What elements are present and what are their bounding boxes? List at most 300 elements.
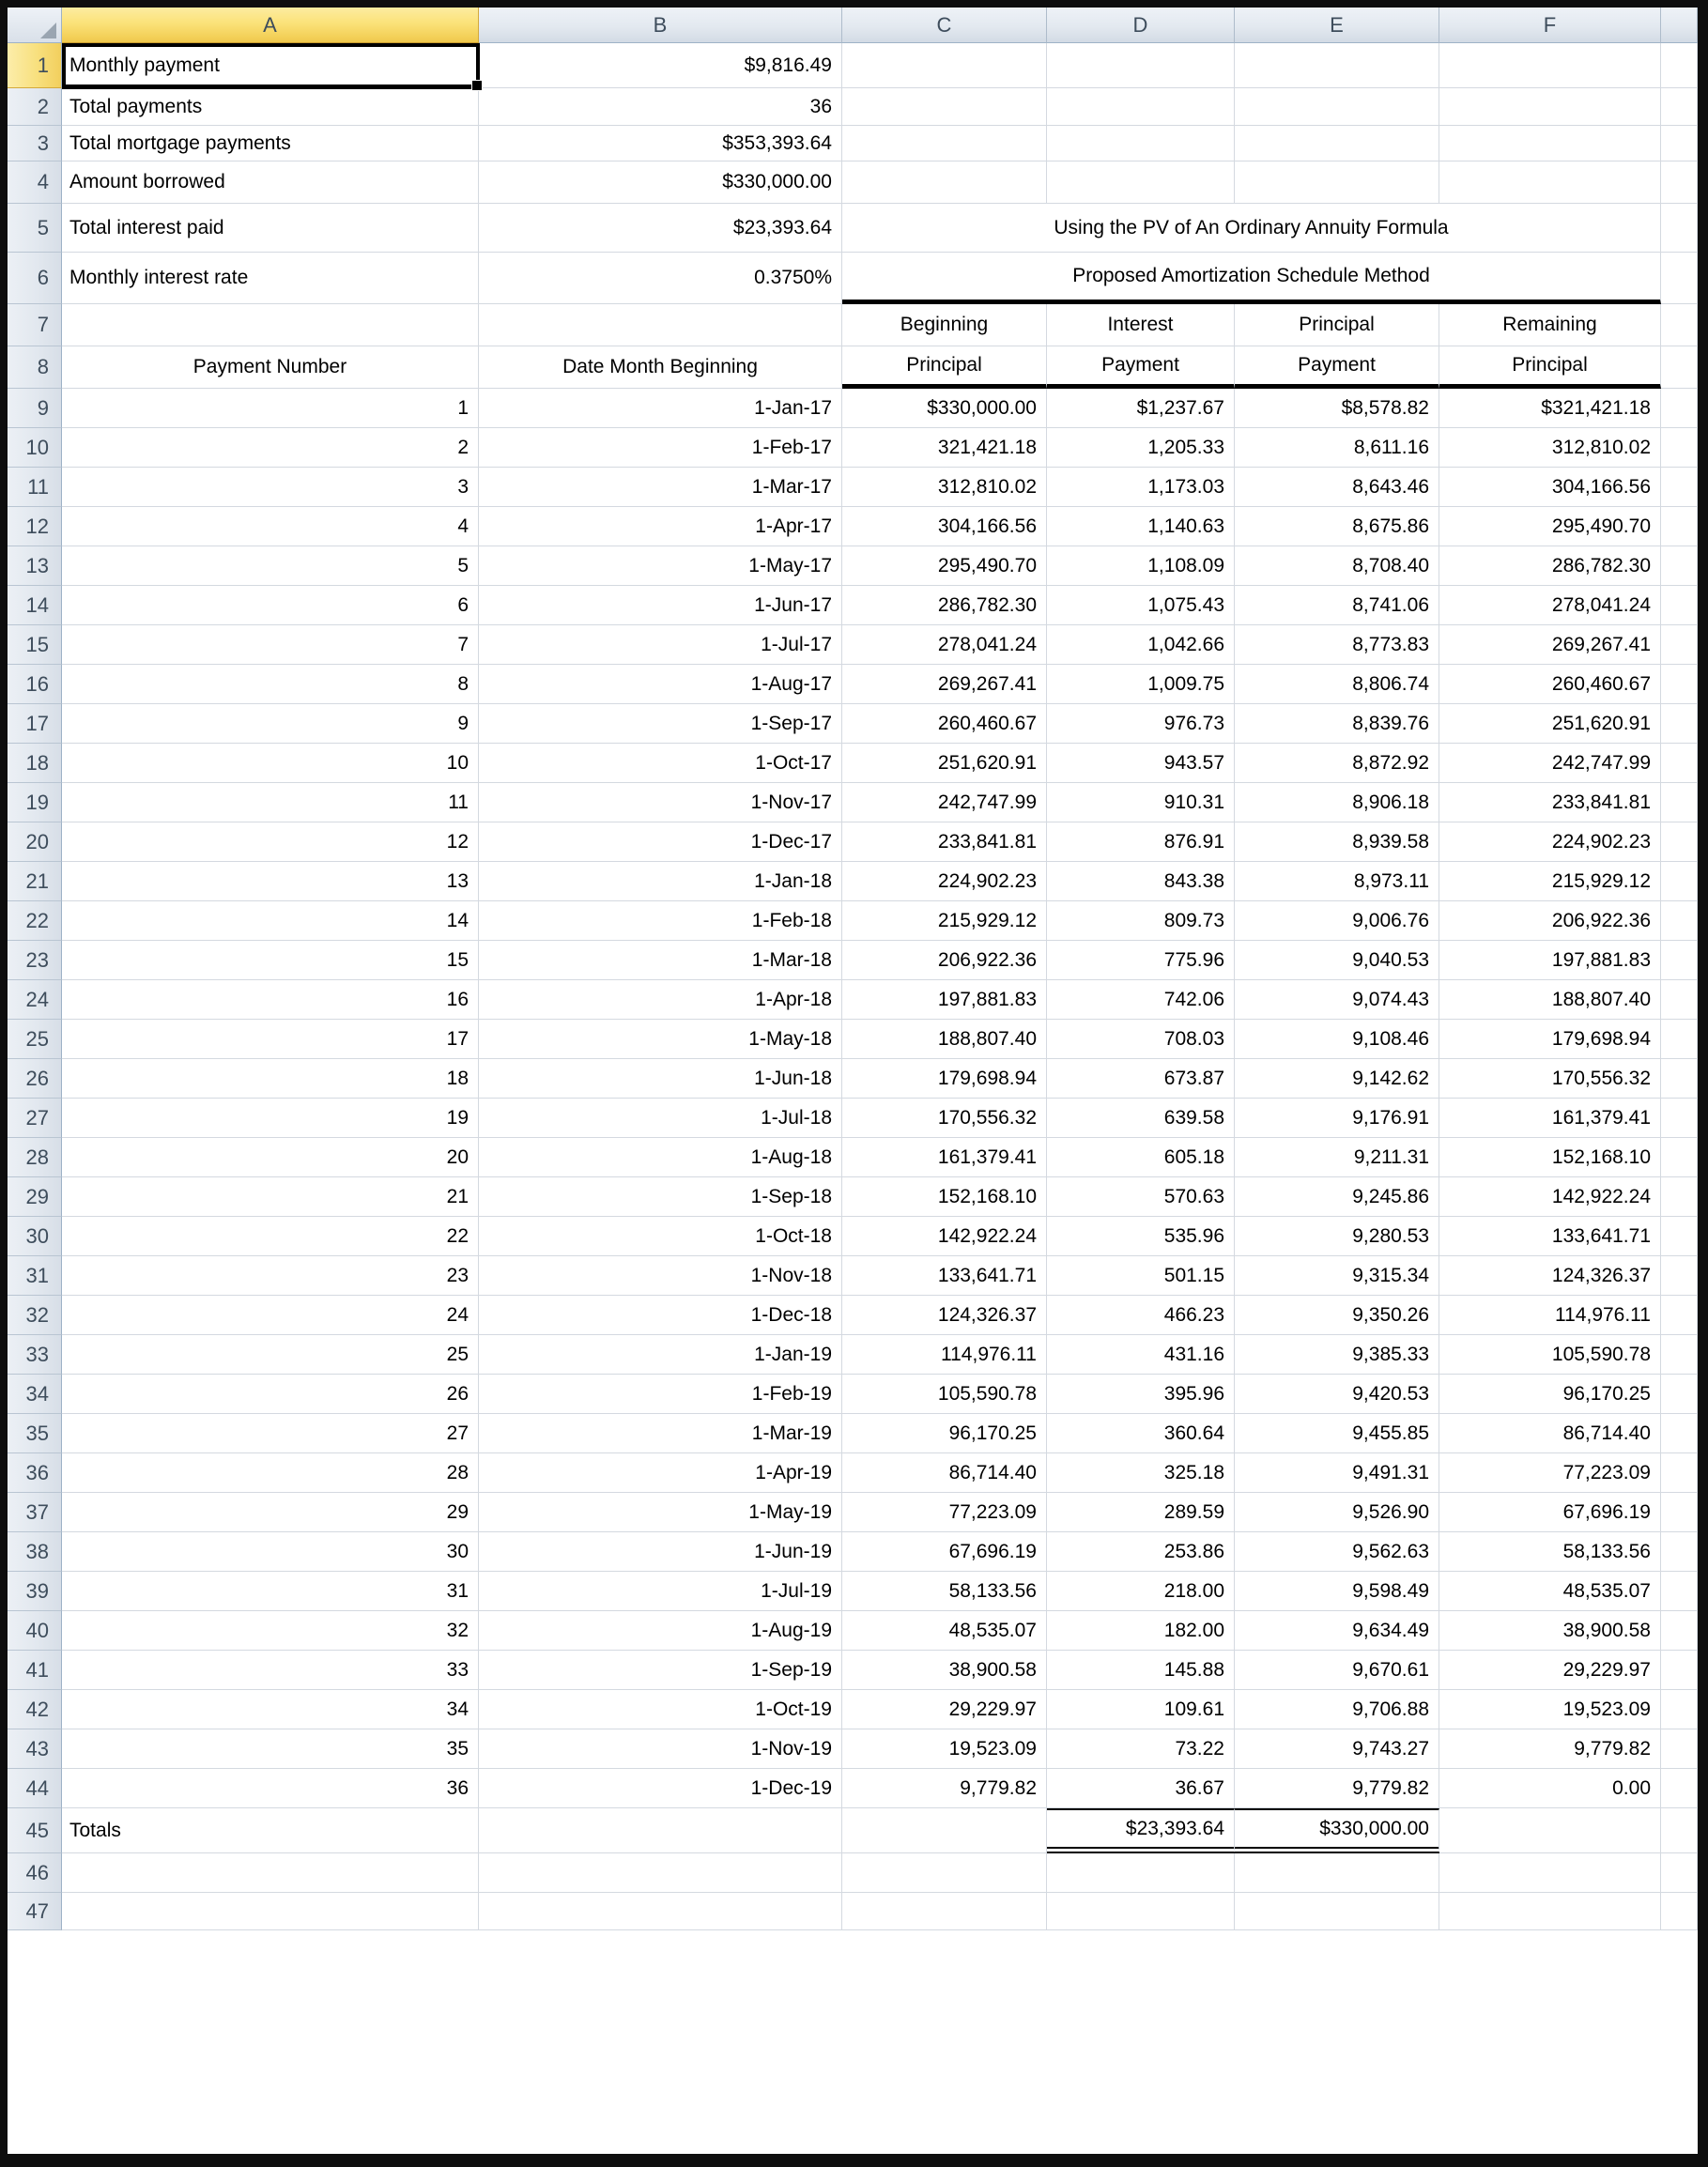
cell-D44-interest-payment[interactable]: 36.67: [1047, 1769, 1235, 1808]
cell-D37-interest-payment[interactable]: 289.59: [1047, 1493, 1235, 1532]
cell-G22[interactable]: [1661, 901, 1698, 941]
cell-G3[interactable]: [1661, 126, 1698, 161]
row-header-9[interactable]: 9: [8, 389, 62, 428]
cell-D36-interest-payment[interactable]: 325.18: [1047, 1453, 1235, 1493]
cell-B6-summary-value[interactable]: 0.3750%: [479, 253, 842, 304]
cell-G10[interactable]: [1661, 428, 1698, 468]
cell-A32-payment-number[interactable]: 24: [62, 1296, 479, 1335]
cell-A39-payment-number[interactable]: 31: [62, 1572, 479, 1611]
cell-F23-remaining-principal[interactable]: 197,881.83: [1439, 941, 1661, 980]
cell-F15-remaining-principal[interactable]: 269,267.41: [1439, 625, 1661, 665]
cell-G46[interactable]: [1661, 1853, 1698, 1893]
cell-E1[interactable]: [1235, 43, 1439, 88]
cell-F47[interactable]: [1439, 1893, 1661, 1930]
cell-B37-date[interactable]: 1-May-19: [479, 1493, 842, 1532]
cell-G19[interactable]: [1661, 783, 1698, 822]
cell-A36-payment-number[interactable]: 28: [62, 1453, 479, 1493]
cell-D1[interactable]: [1047, 43, 1235, 88]
cell-E25-principal-payment[interactable]: 9,108.46: [1235, 1020, 1439, 1059]
cell-D2[interactable]: [1047, 88, 1235, 126]
row-header-16[interactable]: 16: [8, 665, 62, 704]
cell-C1[interactable]: [842, 43, 1047, 88]
cell-G45[interactable]: [1661, 1808, 1698, 1853]
cell-E12-principal-payment[interactable]: 8,675.86: [1235, 507, 1439, 546]
cell-B27-date[interactable]: 1-Jul-18: [479, 1099, 842, 1138]
cell-C42-beginning-principal[interactable]: 29,229.97: [842, 1690, 1047, 1729]
cell-D42-interest-payment[interactable]: 109.61: [1047, 1690, 1235, 1729]
cell-C15-beginning-principal[interactable]: 278,041.24: [842, 625, 1047, 665]
cell-C33-beginning-principal[interactable]: 114,976.11: [842, 1335, 1047, 1375]
cell-F17-remaining-principal[interactable]: 251,620.91: [1439, 704, 1661, 744]
cell-C10-beginning-principal[interactable]: 321,421.18: [842, 428, 1047, 468]
cell-E45-total-principal[interactable]: $330,000.00: [1235, 1808, 1439, 1853]
cell-C32-beginning-principal[interactable]: 124,326.37: [842, 1296, 1047, 1335]
row-header-34[interactable]: 34: [8, 1375, 62, 1414]
banner-annuity-formula[interactable]: Using the PV of An Ordinary Annuity Formula: [842, 204, 1661, 253]
cell-C11-beginning-principal[interactable]: 312,810.02: [842, 468, 1047, 507]
cell-F40-remaining-principal[interactable]: 38,900.58: [1439, 1611, 1661, 1651]
cell-D46[interactable]: [1047, 1853, 1235, 1893]
cell-B28-date[interactable]: 1-Aug-18: [479, 1138, 842, 1177]
cell-F9-remaining-principal[interactable]: $321,421.18: [1439, 389, 1661, 428]
cell-A44-payment-number[interactable]: 36: [62, 1769, 479, 1808]
cell-E46[interactable]: [1235, 1853, 1439, 1893]
row-header-15[interactable]: 15: [8, 625, 62, 665]
cell-D13-interest-payment[interactable]: 1,108.09: [1047, 546, 1235, 586]
cell-B31-date[interactable]: 1-Nov-18: [479, 1256, 842, 1296]
row-header-45[interactable]: 45: [8, 1808, 62, 1853]
cell-G14[interactable]: [1661, 586, 1698, 625]
cell-A12-payment-number[interactable]: 4: [62, 507, 479, 546]
row-header-41[interactable]: 41: [8, 1651, 62, 1690]
cell-B40-date[interactable]: 1-Aug-19: [479, 1611, 842, 1651]
cell-E14-principal-payment[interactable]: 8,741.06: [1235, 586, 1439, 625]
cell-A35-payment-number[interactable]: 27: [62, 1414, 479, 1453]
cell-E19-principal-payment[interactable]: 8,906.18: [1235, 783, 1439, 822]
cell-D35-interest-payment[interactable]: 360.64: [1047, 1414, 1235, 1453]
cell-C36-beginning-principal[interactable]: 86,714.40: [842, 1453, 1047, 1493]
cell-G31[interactable]: [1661, 1256, 1698, 1296]
cell-B10-date[interactable]: 1-Feb-17: [479, 428, 842, 468]
cell-D26-interest-payment[interactable]: 673.87: [1047, 1059, 1235, 1099]
cell-A16-payment-number[interactable]: 8: [62, 665, 479, 704]
cell-B18-date[interactable]: 1-Oct-17: [479, 744, 842, 783]
row-header-27[interactable]: 27: [8, 1099, 62, 1138]
cell-F46[interactable]: [1439, 1853, 1661, 1893]
cell-B16-date[interactable]: 1-Aug-17: [479, 665, 842, 704]
row-header-10[interactable]: 10: [8, 428, 62, 468]
row-header-39[interactable]: 39: [8, 1572, 62, 1611]
cell-C3[interactable]: [842, 126, 1047, 161]
cell-D40-interest-payment[interactable]: 182.00: [1047, 1611, 1235, 1651]
cell-B24-date[interactable]: 1-Apr-18: [479, 980, 842, 1020]
fill-handle[interactable]: [471, 80, 483, 91]
cell-C28-beginning-principal[interactable]: 161,379.41: [842, 1138, 1047, 1177]
cell-B25-date[interactable]: 1-May-18: [479, 1020, 842, 1059]
column-header-partial[interactable]: [1661, 8, 1698, 43]
cell-D47[interactable]: [1047, 1893, 1235, 1930]
cell-A26-payment-number[interactable]: 18: [62, 1059, 479, 1099]
cell-C47[interactable]: [842, 1893, 1047, 1930]
header-D-line2[interactable]: Payment: [1047, 346, 1235, 389]
cell-A5-summary-label[interactable]: Total interest paid: [62, 204, 479, 253]
cell-C39-beginning-principal[interactable]: 58,133.56: [842, 1572, 1047, 1611]
cell-F10-remaining-principal[interactable]: 312,810.02: [1439, 428, 1661, 468]
cell-A28-payment-number[interactable]: 20: [62, 1138, 479, 1177]
cell-F26-remaining-principal[interactable]: 170,556.32: [1439, 1059, 1661, 1099]
row-header-35[interactable]: 35: [8, 1414, 62, 1453]
cell-G12[interactable]: [1661, 507, 1698, 546]
row-header-44[interactable]: 44: [8, 1769, 62, 1808]
cell-D21-interest-payment[interactable]: 843.38: [1047, 862, 1235, 901]
cell-F20-remaining-principal[interactable]: 224,902.23: [1439, 822, 1661, 862]
cell-E23-principal-payment[interactable]: 9,040.53: [1235, 941, 1439, 980]
header-C-line2[interactable]: Principal: [842, 346, 1047, 389]
cell-E18-principal-payment[interactable]: 8,872.92: [1235, 744, 1439, 783]
cell-F21-remaining-principal[interactable]: 215,929.12: [1439, 862, 1661, 901]
cell-F25-remaining-principal[interactable]: 179,698.94: [1439, 1020, 1661, 1059]
cell-E11-principal-payment[interactable]: 8,643.46: [1235, 468, 1439, 507]
cell-A14-payment-number[interactable]: 6: [62, 586, 479, 625]
row-header-32[interactable]: 32: [8, 1296, 62, 1335]
cell-E2[interactable]: [1235, 88, 1439, 126]
row-header-47[interactable]: 47: [8, 1893, 62, 1930]
cell-G7[interactable]: [1661, 304, 1698, 346]
cell-C26-beginning-principal[interactable]: 179,698.94: [842, 1059, 1047, 1099]
header-E-line1[interactable]: Principal: [1235, 304, 1439, 346]
header-D-line1[interactable]: Interest: [1047, 304, 1235, 346]
cell-G4[interactable]: [1661, 161, 1698, 204]
cell-D11-interest-payment[interactable]: 1,173.03: [1047, 468, 1235, 507]
cell-D22-interest-payment[interactable]: 809.73: [1047, 901, 1235, 941]
cell-G25[interactable]: [1661, 1020, 1698, 1059]
cell-A27-payment-number[interactable]: 19: [62, 1099, 479, 1138]
cell-A19-payment-number[interactable]: 11: [62, 783, 479, 822]
cell-F41-remaining-principal[interactable]: 29,229.97: [1439, 1651, 1661, 1690]
cell-G1[interactable]: [1661, 43, 1698, 88]
cell-A18-payment-number[interactable]: 10: [62, 744, 479, 783]
cell-D16-interest-payment[interactable]: 1,009.75: [1047, 665, 1235, 704]
cell-F42-remaining-principal[interactable]: 19,523.09: [1439, 1690, 1661, 1729]
cell-B7[interactable]: [479, 304, 842, 346]
cell-C21-beginning-principal[interactable]: 224,902.23: [842, 862, 1047, 901]
row-header-3[interactable]: 3: [8, 126, 62, 161]
cell-A40-payment-number[interactable]: 32: [62, 1611, 479, 1651]
cell-C14-beginning-principal[interactable]: 286,782.30: [842, 586, 1047, 625]
cell-G5[interactable]: [1661, 204, 1698, 253]
cell-B36-date[interactable]: 1-Apr-19: [479, 1453, 842, 1493]
cell-B23-date[interactable]: 1-Mar-18: [479, 941, 842, 980]
cell-C35-beginning-principal[interactable]: 96,170.25: [842, 1414, 1047, 1453]
cell-E15-principal-payment[interactable]: 8,773.83: [1235, 625, 1439, 665]
cell-G28[interactable]: [1661, 1138, 1698, 1177]
header-C-line1[interactable]: Beginning: [842, 304, 1047, 346]
cell-E4[interactable]: [1235, 161, 1439, 204]
cell-B4-summary-value[interactable]: $330,000.00: [479, 161, 842, 204]
cell-G40[interactable]: [1661, 1611, 1698, 1651]
cell-G37[interactable]: [1661, 1493, 1698, 1532]
cell-D3[interactable]: [1047, 126, 1235, 161]
cell-D31-interest-payment[interactable]: 501.15: [1047, 1256, 1235, 1296]
cell-D15-interest-payment[interactable]: 1,042.66: [1047, 625, 1235, 665]
cell-G47[interactable]: [1661, 1893, 1698, 1930]
cell-E43-principal-payment[interactable]: 9,743.27: [1235, 1729, 1439, 1769]
cell-G9[interactable]: [1661, 389, 1698, 428]
row-header-38[interactable]: 38: [8, 1532, 62, 1572]
cell-D18-interest-payment[interactable]: 943.57: [1047, 744, 1235, 783]
cell-F1[interactable]: [1439, 43, 1661, 88]
cell-A47[interactable]: [62, 1893, 479, 1930]
cell-G39[interactable]: [1661, 1572, 1698, 1611]
cell-A37-payment-number[interactable]: 29: [62, 1493, 479, 1532]
cell-B34-date[interactable]: 1-Feb-19: [479, 1375, 842, 1414]
cell-B2-summary-value[interactable]: 36: [479, 88, 842, 126]
cell-G2[interactable]: [1661, 88, 1698, 126]
row-header-21[interactable]: 21: [8, 862, 62, 901]
cell-G35[interactable]: [1661, 1414, 1698, 1453]
cell-F32-remaining-principal[interactable]: 114,976.11: [1439, 1296, 1661, 1335]
cell-A2-summary-label[interactable]: Total payments: [62, 88, 479, 126]
cell-E35-principal-payment[interactable]: 9,455.85: [1235, 1414, 1439, 1453]
header-date-month-beginning[interactable]: Date Month Beginning: [479, 346, 842, 389]
cell-A20-payment-number[interactable]: 12: [62, 822, 479, 862]
cell-D30-interest-payment[interactable]: 535.96: [1047, 1217, 1235, 1256]
row-header-6[interactable]: 6: [8, 253, 62, 304]
cell-C40-beginning-principal[interactable]: 48,535.07: [842, 1611, 1047, 1651]
cell-B13-date[interactable]: 1-May-17: [479, 546, 842, 586]
row-header-8[interactable]: 8: [8, 346, 62, 389]
cell-C17-beginning-principal[interactable]: 260,460.67: [842, 704, 1047, 744]
cell-A43-payment-number[interactable]: 35: [62, 1729, 479, 1769]
cell-B12-date[interactable]: 1-Apr-17: [479, 507, 842, 546]
column-header-D[interactable]: D: [1047, 8, 1235, 43]
cell-B1-summary-value[interactable]: $9,816.49: [479, 43, 842, 88]
cell-C18-beginning-principal[interactable]: 251,620.91: [842, 744, 1047, 783]
cell-A13-payment-number[interactable]: 5: [62, 546, 479, 586]
cell-E38-principal-payment[interactable]: 9,562.63: [1235, 1532, 1439, 1572]
cell-C34-beginning-principal[interactable]: 105,590.78: [842, 1375, 1047, 1414]
cell-G15[interactable]: [1661, 625, 1698, 665]
cell-E34-principal-payment[interactable]: 9,420.53: [1235, 1375, 1439, 1414]
cell-D24-interest-payment[interactable]: 742.06: [1047, 980, 1235, 1020]
banner-amortization-method[interactable]: Proposed Amortization Schedule Method: [842, 253, 1661, 304]
cell-A15-payment-number[interactable]: 7: [62, 625, 479, 665]
cell-D4[interactable]: [1047, 161, 1235, 204]
row-header-23[interactable]: 23: [8, 941, 62, 980]
cell-D34-interest-payment[interactable]: 395.96: [1047, 1375, 1235, 1414]
cell-E13-principal-payment[interactable]: 8,708.40: [1235, 546, 1439, 586]
cell-B30-date[interactable]: 1-Oct-18: [479, 1217, 842, 1256]
cell-F13-remaining-principal[interactable]: 286,782.30: [1439, 546, 1661, 586]
cell-F34-remaining-principal[interactable]: 96,170.25: [1439, 1375, 1661, 1414]
cell-F11-remaining-principal[interactable]: 304,166.56: [1439, 468, 1661, 507]
row-header-30[interactable]: 30: [8, 1217, 62, 1256]
row-header-24[interactable]: 24: [8, 980, 62, 1020]
cell-E3[interactable]: [1235, 126, 1439, 161]
cell-D25-interest-payment[interactable]: 708.03: [1047, 1020, 1235, 1059]
cell-E17-principal-payment[interactable]: 8,839.76: [1235, 704, 1439, 744]
cell-F39-remaining-principal[interactable]: 48,535.07: [1439, 1572, 1661, 1611]
cell-C4[interactable]: [842, 161, 1047, 204]
cell-B20-date[interactable]: 1-Dec-17: [479, 822, 842, 862]
column-header-A[interactable]: A: [62, 8, 479, 43]
cell-E39-principal-payment[interactable]: 9,598.49: [1235, 1572, 1439, 1611]
cell-G44[interactable]: [1661, 1769, 1698, 1808]
cell-A10-payment-number[interactable]: 2: [62, 428, 479, 468]
cell-A6-summary-label[interactable]: Monthly interest rate: [62, 253, 479, 304]
cell-D17-interest-payment[interactable]: 976.73: [1047, 704, 1235, 744]
cell-G17[interactable]: [1661, 704, 1698, 744]
cell-F22-remaining-principal[interactable]: 206,922.36: [1439, 901, 1661, 941]
cell-E9-principal-payment[interactable]: $8,578.82: [1235, 389, 1439, 428]
row-header-37[interactable]: 37: [8, 1493, 62, 1532]
cell-D38-interest-payment[interactable]: 253.86: [1047, 1532, 1235, 1572]
cell-D45-total-interest[interactable]: $23,393.64: [1047, 1808, 1235, 1853]
cell-E24-principal-payment[interactable]: 9,074.43: [1235, 980, 1439, 1020]
cell-F36-remaining-principal[interactable]: 77,223.09: [1439, 1453, 1661, 1493]
cell-D41-interest-payment[interactable]: 145.88: [1047, 1651, 1235, 1690]
cell-A42-payment-number[interactable]: 34: [62, 1690, 479, 1729]
cell-B21-date[interactable]: 1-Jan-18: [479, 862, 842, 901]
cell-E28-principal-payment[interactable]: 9,211.31: [1235, 1138, 1439, 1177]
cell-F27-remaining-principal[interactable]: 161,379.41: [1439, 1099, 1661, 1138]
cell-E47[interactable]: [1235, 1893, 1439, 1930]
cell-E16-principal-payment[interactable]: 8,806.74: [1235, 665, 1439, 704]
cell-D29-interest-payment[interactable]: 570.63: [1047, 1177, 1235, 1217]
cell-C43-beginning-principal[interactable]: 19,523.09: [842, 1729, 1047, 1769]
cell-B11-date[interactable]: 1-Mar-17: [479, 468, 842, 507]
cell-C13-beginning-principal[interactable]: 295,490.70: [842, 546, 1047, 586]
cell-C20-beginning-principal[interactable]: 233,841.81: [842, 822, 1047, 862]
cell-B46[interactable]: [479, 1853, 842, 1893]
cell-E41-principal-payment[interactable]: 9,670.61: [1235, 1651, 1439, 1690]
cell-B41-date[interactable]: 1-Sep-19: [479, 1651, 842, 1690]
cell-B9-date[interactable]: 1-Jan-17: [479, 389, 842, 428]
cell-C44-beginning-principal[interactable]: 9,779.82: [842, 1769, 1047, 1808]
cell-D28-interest-payment[interactable]: 605.18: [1047, 1138, 1235, 1177]
row-header-12[interactable]: 12: [8, 507, 62, 546]
cell-D27-interest-payment[interactable]: 639.58: [1047, 1099, 1235, 1138]
cell-E40-principal-payment[interactable]: 9,634.49: [1235, 1611, 1439, 1651]
cell-B29-date[interactable]: 1-Sep-18: [479, 1177, 842, 1217]
header-F-line1[interactable]: Remaining: [1439, 304, 1661, 346]
row-header-5[interactable]: 5: [8, 204, 62, 253]
row-header-40[interactable]: 40: [8, 1611, 62, 1651]
cell-E36-principal-payment[interactable]: 9,491.31: [1235, 1453, 1439, 1493]
cell-G43[interactable]: [1661, 1729, 1698, 1769]
cell-B26-date[interactable]: 1-Jun-18: [479, 1059, 842, 1099]
cell-F24-remaining-principal[interactable]: 188,807.40: [1439, 980, 1661, 1020]
row-header-42[interactable]: 42: [8, 1690, 62, 1729]
cell-C22-beginning-principal[interactable]: 215,929.12: [842, 901, 1047, 941]
cell-A31-payment-number[interactable]: 23: [62, 1256, 479, 1296]
cell-A23-payment-number[interactable]: 15: [62, 941, 479, 980]
cell-A1-summary-label[interactable]: Monthly payment: [62, 43, 479, 88]
row-header-26[interactable]: 26: [8, 1059, 62, 1099]
cell-F14-remaining-principal[interactable]: 278,041.24: [1439, 586, 1661, 625]
cell-F3[interactable]: [1439, 126, 1661, 161]
cell-D9-interest-payment[interactable]: $1,237.67: [1047, 389, 1235, 428]
cell-C19-beginning-principal[interactable]: 242,747.99: [842, 783, 1047, 822]
cell-F30-remaining-principal[interactable]: 133,641.71: [1439, 1217, 1661, 1256]
cell-B3-summary-value[interactable]: $353,393.64: [479, 126, 842, 161]
cell-B17-date[interactable]: 1-Sep-17: [479, 704, 842, 744]
cell-A33-payment-number[interactable]: 25: [62, 1335, 479, 1375]
cell-B47[interactable]: [479, 1893, 842, 1930]
cell-G34[interactable]: [1661, 1375, 1698, 1414]
cell-F29-remaining-principal[interactable]: 142,922.24: [1439, 1177, 1661, 1217]
cell-G13[interactable]: [1661, 546, 1698, 586]
cell-D39-interest-payment[interactable]: 218.00: [1047, 1572, 1235, 1611]
row-header-19[interactable]: 19: [8, 783, 62, 822]
cell-F2[interactable]: [1439, 88, 1661, 126]
cell-A45-totals-label[interactable]: Totals: [62, 1808, 479, 1853]
row-header-7[interactable]: 7: [8, 304, 62, 346]
cell-A25-payment-number[interactable]: 17: [62, 1020, 479, 1059]
cell-A22-payment-number[interactable]: 14: [62, 901, 479, 941]
cell-C24-beginning-principal[interactable]: 197,881.83: [842, 980, 1047, 1020]
cell-F31-remaining-principal[interactable]: 124,326.37: [1439, 1256, 1661, 1296]
cell-G41[interactable]: [1661, 1651, 1698, 1690]
cell-E33-principal-payment[interactable]: 9,385.33: [1235, 1335, 1439, 1375]
cell-F44-remaining-principal[interactable]: 0.00: [1439, 1769, 1661, 1808]
cell-G42[interactable]: [1661, 1690, 1698, 1729]
cell-A17-payment-number[interactable]: 9: [62, 704, 479, 744]
cell-B15-date[interactable]: 1-Jul-17: [479, 625, 842, 665]
row-header-17[interactable]: 17: [8, 704, 62, 744]
cell-F33-remaining-principal[interactable]: 105,590.78: [1439, 1335, 1661, 1375]
cell-C41-beginning-principal[interactable]: 38,900.58: [842, 1651, 1047, 1690]
row-header-22[interactable]: 22: [8, 901, 62, 941]
cell-B45[interactable]: [479, 1808, 842, 1853]
cell-E20-principal-payment[interactable]: 8,939.58: [1235, 822, 1439, 862]
cell-E27-principal-payment[interactable]: 9,176.91: [1235, 1099, 1439, 1138]
cell-G27[interactable]: [1661, 1099, 1698, 1138]
cell-D19-interest-payment[interactable]: 910.31: [1047, 783, 1235, 822]
header-payment-number[interactable]: Payment Number: [62, 346, 479, 389]
select-all-corner[interactable]: [8, 8, 62, 43]
cell-A34-payment-number[interactable]: 26: [62, 1375, 479, 1414]
cell-F38-remaining-principal[interactable]: 58,133.56: [1439, 1532, 1661, 1572]
cell-C23-beginning-principal[interactable]: 206,922.36: [842, 941, 1047, 980]
row-header-18[interactable]: 18: [8, 744, 62, 783]
cell-A24-payment-number[interactable]: 16: [62, 980, 479, 1020]
row-header-31[interactable]: 31: [8, 1256, 62, 1296]
cell-B14-date[interactable]: 1-Jun-17: [479, 586, 842, 625]
cell-G20[interactable]: [1661, 822, 1698, 862]
cell-B43-date[interactable]: 1-Nov-19: [479, 1729, 842, 1769]
cell-G32[interactable]: [1661, 1296, 1698, 1335]
cell-C38-beginning-principal[interactable]: 67,696.19: [842, 1532, 1047, 1572]
cell-D10-interest-payment[interactable]: 1,205.33: [1047, 428, 1235, 468]
row-header-20[interactable]: 20: [8, 822, 62, 862]
cell-G29[interactable]: [1661, 1177, 1698, 1217]
cell-D33-interest-payment[interactable]: 431.16: [1047, 1335, 1235, 1375]
column-header-B[interactable]: B: [479, 8, 842, 43]
cell-A11-payment-number[interactable]: 3: [62, 468, 479, 507]
cell-G18[interactable]: [1661, 744, 1698, 783]
cell-B39-date[interactable]: 1-Jul-19: [479, 1572, 842, 1611]
cell-E26-principal-payment[interactable]: 9,142.62: [1235, 1059, 1439, 1099]
cell-E44-principal-payment[interactable]: 9,779.82: [1235, 1769, 1439, 1808]
cell-D43-interest-payment[interactable]: 73.22: [1047, 1729, 1235, 1769]
row-header-11[interactable]: 11: [8, 468, 62, 507]
cell-F19-remaining-principal[interactable]: 233,841.81: [1439, 783, 1661, 822]
cell-F18-remaining-principal[interactable]: 242,747.99: [1439, 744, 1661, 783]
cell-F4[interactable]: [1439, 161, 1661, 204]
cell-G6[interactable]: [1661, 253, 1698, 304]
cell-F45[interactable]: [1439, 1808, 1661, 1853]
